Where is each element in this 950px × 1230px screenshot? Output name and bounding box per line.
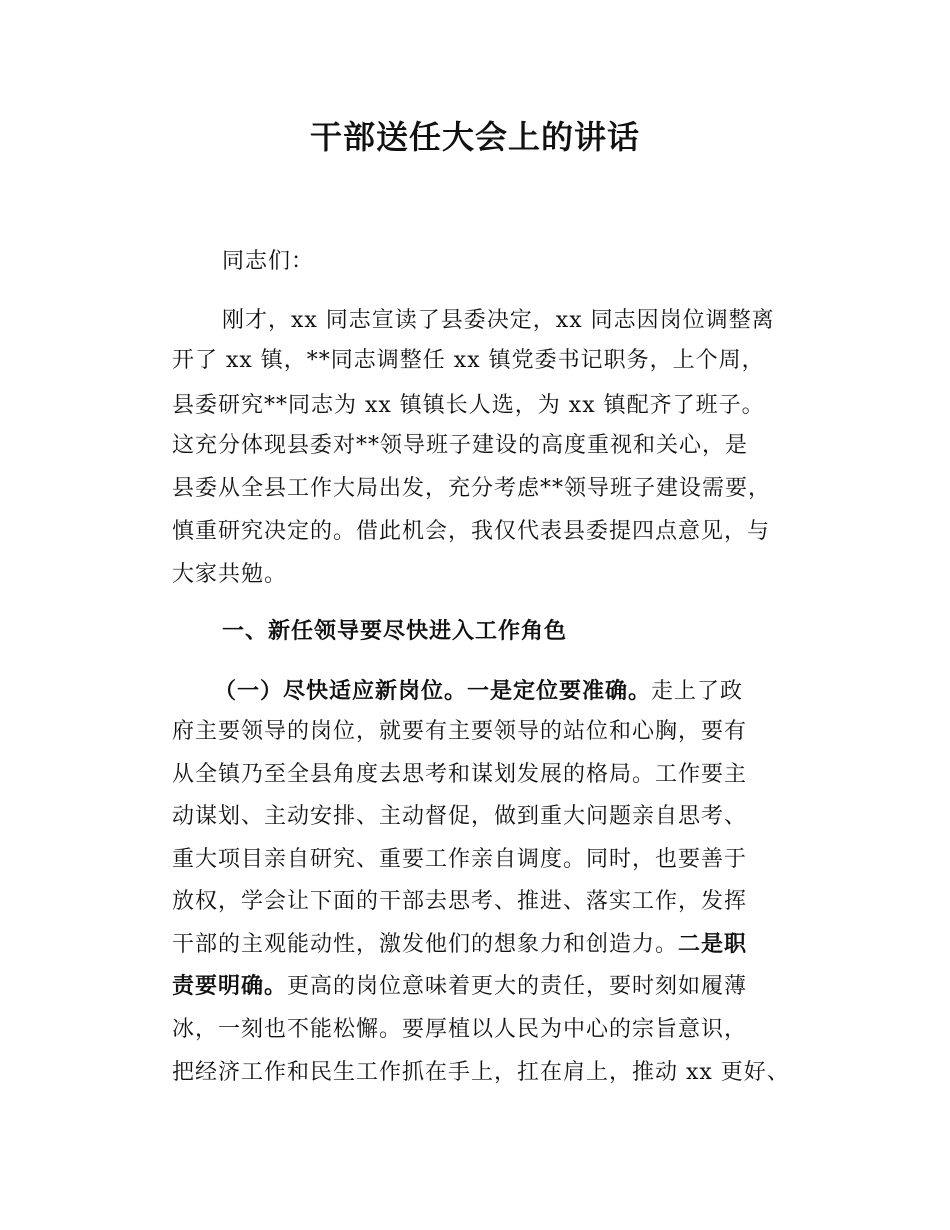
paragraph-line: 开了 xx 镇，**同志调整任 xx 镇党委书记职务，上个周， (172, 348, 765, 373)
paragraph-line: 刚才，xx 同志宣读了县委决定，xx 同志因岗位调整离 (222, 308, 775, 333)
paragraph-line: 府主要领导的岗位，就要有主要领导的站位和心胸，要有 (172, 719, 748, 744)
paragraph-line: 冰，一刻也不能松懈。要厚植以人民为中心的宗旨意识， (172, 1017, 748, 1042)
paragraph-line: 放权，学会让下面的干部去思考、推进、落实工作，发挥 (172, 889, 748, 914)
paragraph-line: 动谋划、主动安排、主动督促，做到重大问题亲自思考、 (172, 804, 748, 829)
subsection-first-line (214, 677, 743, 707)
subsection-lead-bold: （一）尽快适应新岗位。一是定位要准确。 (214, 679, 652, 704)
document-title: 干部送任大会上的讲话 (309, 118, 640, 156)
line-bold-text: 二是职 (678, 932, 748, 957)
subsection-lead-text: 走上了政 (651, 679, 744, 704)
paragraph-line: 重大项目亲自研究、重要工作亲自调度。同时，也要善于 (172, 847, 748, 872)
line-text: 更高的岗位意味着更大的责任，要时刻如履薄 (287, 974, 748, 999)
paragraph-line-mixed (172, 930, 747, 960)
paragraph-line: 从全镇乃至全县角度去思考和谋划发展的格局。工作要主 (172, 762, 748, 787)
paragraph-line: 把经济工作和民生工作抓在手上，扛在肩上，推动 xx 更好、 (172, 1060, 790, 1085)
paragraph-line: 大家共勉。 (172, 562, 288, 587)
line-text: 干部的主观能动性，激发他们的想象力和创造力。 (172, 932, 679, 957)
paragraph-line: 慎重研究决定的。借此机会，我仅代表县委提四点意见，与 (172, 519, 771, 544)
salutation: 同志们： (222, 249, 315, 274)
section-heading: 一、新任领导要尽快进入工作角色 (222, 619, 568, 644)
paragraph-line: 这充分体现县委对**领导班子建设的高度重视和关心，是 (172, 433, 749, 458)
paragraph-line: 县委研究**同志为 xx 镇镇长人选，为 xx 镇配齐了班子。 (172, 393, 765, 418)
paragraph-line-mixed (172, 972, 747, 1002)
line-bold-text: 责要明确。 (172, 974, 288, 999)
paragraph-line: 县委从全县工作大局出发，充分考虑**领导班子建设需要， (172, 476, 772, 501)
